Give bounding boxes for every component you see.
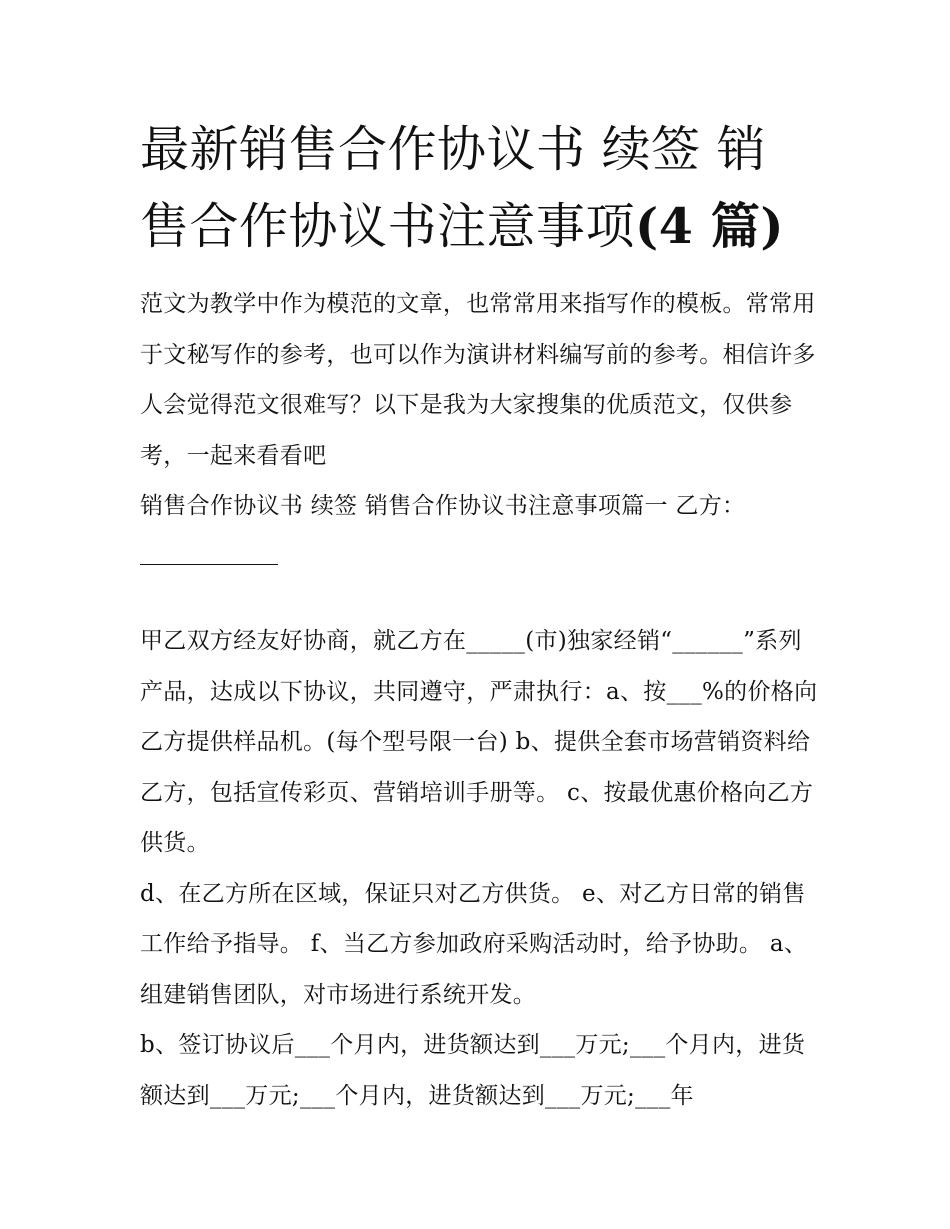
underline-rule [140, 564, 278, 565]
body-paragraph-1: 甲乙双方经友好协商，就乙方在_____(市)独家经销“______”系列产品，达成以下协议，共同遵守，严肃执行：a、按___%的价格向乙方提供样品机。(每个型号限一台) b、提供全套市场营销资料给乙方，包括宣传彩页、营销培训手册等。 c、按最优惠价格向乙方供货。 [140, 628, 818, 856]
spacer [140, 582, 820, 616]
title-count: (4 篇) [635, 197, 785, 255]
document-page [140, 112, 820, 1121]
section-heading: 销售合作协议书 续签 销售合作协议书注意事项篇一 乙方： [140, 493, 746, 519]
title-line-1: 最新销售合作协议书 续签 销 [140, 121, 767, 178]
blank-underline [140, 532, 820, 583]
body-paragraph-2: d、在乙方所在区域，保证只对乙方供货。 e、对乙方日常的销售工作给予指导。 f、当乙方参加政府采购活动时，给予协助。 a、组建销售团队，对市场进行系统开发。 [140, 880, 808, 1008]
intro-paragraph: 范文为教学中作为模范的文章，也常常用来指写作的模板。常常用于文秘写作的参考，也可以作为演讲材料编写前的参考。相信许多人会觉得范文很难写？以下是我为大家搜集的优质范文，仅供参考，一起来看看吧 [140, 291, 816, 469]
title-line-2: 售合作协议书注意事项 [140, 198, 636, 255]
body-paragraph-3: b、签订协议后___个月内，进货额达到___万元;___个月内，进货额达到___万元;___个月内，进货额达到___万元;___年 [140, 1032, 806, 1109]
document-title [140, 112, 820, 265]
